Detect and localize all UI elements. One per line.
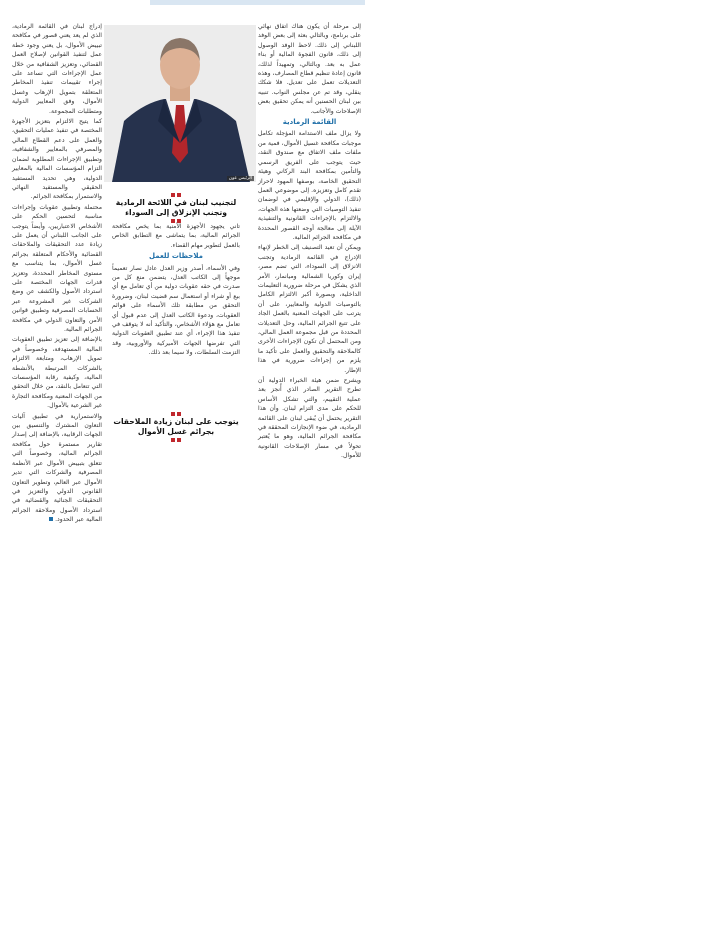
top-rule [150,0,365,5]
paragraph: ويشرح ضمن هيئة الخبراء الدولية أن تطرح التقرير الصادر الذي أُنجز بعد عملية التقييم، والتي تشكل الأساس للحكم على مدى التزام لبنان. وأن هذا التقرير يحتمل أن يُبقى لبنان على القائمة الرمادية، في ضوء الإنجازات المحققة في مكافحة الجرائم المالية، وهو ما يُعتبر تحولاً في مسار الإصلاحات القانونية للأموال. [258,377,361,460]
paragraph-text: والاستمرارية في تطبيق آليات التعاون المشترك والتنسيق بين الجهات الرقابية، بالإضافة إلى إصدار تقارير مستمرة حول مكافحة الجرائم المالية، وخصوصاً التي تتعلق بتبييض الأموال عبر الأنظمة المصرفية والشركات التي تدير الأموال عبر العالم، وتطوير التعاون القانوني الدولي والتعزيز في التحقيقات الجنائية والقضائية في استرداد الأصول وملاحقة الجرائم المالية عبر الحدود. [12,412,102,524]
red-squares-bottom [112,437,240,443]
paragraph: إدراج لبنان في القائمة الرمادية، الذي لم يعد يعني قصور في مكافحة تبييض الأموال، بل يعني وجود خطة عمل لتنفيذ القوانين لإصلاح العمل القضائي، وتعزيز الشفافية من خلال عمل الإجراءات التي تساعد على إجراء تقييمات تنفيذ المخاطر المتعلقة بتمويل الإرهاب وغسل الأموال، وفق المعايير الدولية ومتطلبات المجموعة. [12,23,102,115]
paragraph: ويمكن أن تعيد التصنيف إلى الخطر لإنهاء الإدراج في القائمة الرمادية وتجنب الانزلاق إلى السوداء، التي تضم مصر، إيران وكوريا الشمالية وميانمار، الأمر الذي يشكل في مرحلة ضرورية التعليمات الداخلية، وبصورة أكبر الالتزام الكامل بالتوصيات الدولية والمعايير، على أن يترتب على الجهات المعنية بالعمل الجاد على تتبع الجرائم المالية، وحل التعديلات المحددة من قبل مجموعة العمل المالي، ومن المحتمل أن تكون الإجراءات الأخرى كالملاحقة والتحقيق والعمل على تأكيد ما يلزم من إجراءات ضرورية في هذا الإطار. [258,244,361,374]
pull-quote [112,411,240,443]
paragraph: محتملة وتطبيق عقوبات وإجراءات مناسبة لتحسين الحكم على الأشخاص الاعتباريين، وأيضاً يتوجب على الجانب اللبناني أن يعمل على زيادة عدد التحقيقات والملاحقات القضائية والأحكام المتعلقة بجرائم غسل الأموال، بما يتناسب مع مستوى المخاطر المحددة، وتعزيز قدرات الجهات المختصة على استرداد الأصول والكشف عن وضع الشركات غير المشروعة عبر الحسابات المصرفية وتطبيق قوانين الأمن والتعاون الدولي في مكافحة الجرائم المالية. [12,203,102,333]
paragraph: بالإضافة إلى تعزيز تطبيق العقوبات المالية المستهدفة، وخصوصاً في تمويل الإرهاب، ومتابعة الالتزام بالشركات المرتبطة بالأنشطة المالية، وكيفية رقابة المؤسسات التي تتعامل بالنقد، من خلال التحقق من الجهات المعنية ومكافحة التجارة غير الشرعية بالأموال. [12,336,102,410]
paragraph: تاني يجهود الأجهزة الأمنية بما يخص مكافحة الجرائم المالية، بما يتماشى مع التطابق الخاص بالعمل لتطوير مهام القضاء. [112,223,240,249]
pull-quote-text: يتوجب على لبنان زيادة الملاحقات بجرائم غسل الأموال [113,417,239,436]
paragraph: وفي الأسماء، أصدر وزير العدل عادل نصار تعميماً موجهاً إلى الكاتب العدل، يتضمن منع كل من صدرت في حقه عقوبات دولية من أي تعامل مع أي بيع أو شراء أو استعمال سم قضيت لبنان، وضرورة التحقق من مطابقة تلك الأسماء على قوائم العقوبات، ودعوة الكاتب العدل إلى عدم قبول أي تعامل مع هؤلاء الأشخاص، والتأكيد أنه لا يتوقف في تنفيذ هذا الإجراء، أي عند تطبيق العقوبات الدولية التي تفرضها الجهات الأميركية والأوروبية، وقد التزمت السلطات، ولا سيما بعد ذلك. [112,264,240,357]
subheading-grey-list: القائمة الرمادية [282,118,337,127]
paragraph: كما يتيح الالتزام بتعزيز الأجهزة المختصة في تنفيذ عمليات التحقيق، والعمل على دعم القطاع المالي والمصرفي بالمعايير والشفافية، وتطبيق الإجراءات المطلوبة لضمان التزام المؤسسات المالية بالمعايير الدولية، وهي تحديد المستفيد الحقيقي والمستفيد النهائي والاستمرار بمكافحة الجرائم. [12,118,102,201]
article-column-left [12,22,102,524]
subheading-notes: ملاحظات للعمل [149,252,203,261]
paragraph: إلى مرحلة أن يكون هناك اتفاق نهائي على برنامج، وبالتالي بعثة إلى بعض الوفد اللبناني إلى ذلك. لاحظ الوفد الوصول إلى ذلك، قانون الفجوة المالية أو بناء عمل به بعد. وبالتالي، وتمهيداً لذلك، قانون إعادة تنظيم قطاع المصارف، وهذه التعديلات تعمل على تعديل. فلا شكك ينقلي، وقد تم عن مجلس النواب. تنبيه بين لبنان الحسنين أنه يمكن تحقيق بعض الإصلاحات والأجانب. [258,23,361,115]
end-mark-icon [49,517,53,521]
article-column-right [258,22,361,467]
pull-quote-text: لتجنيب لبنان في اللائحة الرمادية وتجنب الإنزلاق إلى السوداء [115,198,237,217]
photo-caption: الرئيس عون [228,176,252,181]
portrait-photo [104,25,256,182]
paragraph: ولا يزال ملف الاستدامة المؤجلة تكامل موجبات مكافحة غسيل الأموال، فمية من ملفات ملف الاتفاق مع صندوق النقد، حيث يتوجب على الفريق الرسمي والتأمين بمكافحة البند الركاني وهيئة التحقيق الخاصة، بوصفها المهود لاحراز تقدم كامل وتعزيزه. إلى موضوعي العمل (ذلك)، الدولي والإقليمي في لوضمان تنفيذ التوصيات التي وضعتها هذه الجهات، والالتزام بالإجراءات القانونية والتنفيذية الآيلة إلى معالجة أوجه القصور المحددة في مكافحة الجرائم المالية. [258,130,361,241]
portrait-illustration [104,25,256,182]
pull-quote [112,192,240,224]
paragraph [12,412,102,525]
